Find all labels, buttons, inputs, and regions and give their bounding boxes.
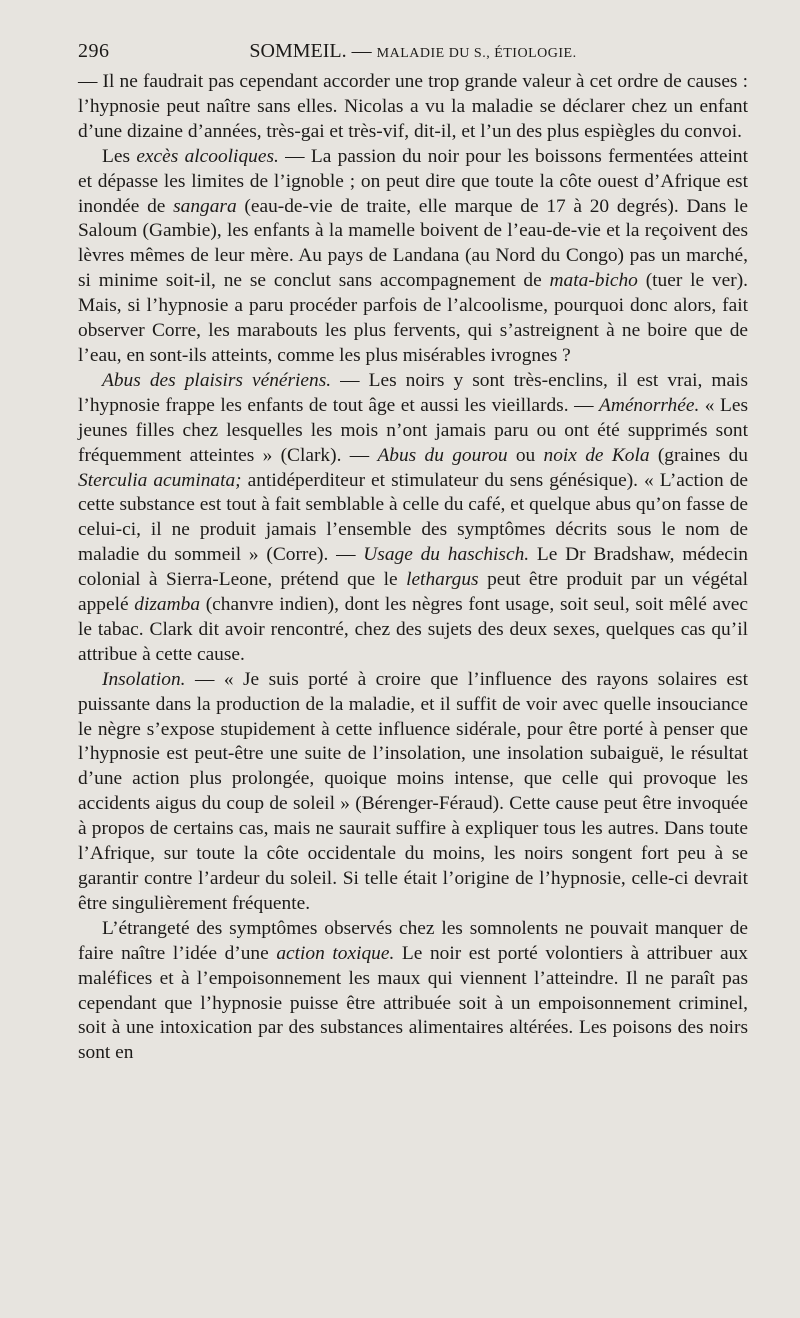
- text-run: — « Je suis porté à croire que l’influence des rayons solaires est puissante dans la production de la maladie, et il suffit de voir avec quelle insouciance le nègre s’expose stupidement à cette influence sidérale, pour être porté à penser que l’hypnosie est peut-être une suite de l’insolation, une insolation subaiguë, le résultat d’une action plus prolongée, quoique moins intense, que celle qui provoque les accidents aigus du coup de soleil » (Bérenger-Féraud). Cette cause peut être invoquée à propos de certains cas, mais ne saurait suffire à expliquer tous les autres. Dans toute l’Afrique, sur toute la côte occidentale du moins, les noirs songent fort peu à se garantir contre l’ardeur du soleil. Si telle était l’origine de l’hypnosie, celle-ci devrait être singulièrement fréquente.: [78, 668, 748, 914]
- italic-run: Sterculia acuminata;: [78, 469, 242, 491]
- italic-run: action toxique.: [276, 942, 395, 964]
- italic-run: Aménorrhée.: [598, 394, 700, 416]
- paragraph: [78, 917, 748, 1066]
- header-subtitle: MALADIE DU S., ÉTIOLOGIE.: [376, 46, 577, 61]
- text-run: (chanvre indien), dont les nègres font usage, soit seul, soit mêlé avec le tabac. Clark dit avoir rencontré, chez des sujets des deux sexes, quelques cas qu’il attribue à cette cause.: [78, 594, 748, 665]
- italic-run: mata-bicho: [549, 270, 638, 292]
- text-run: Les: [102, 145, 137, 167]
- text-run: « Les jeunes filles chez lesquelles les mois n’ont jamais paru ou ont été supprimés sont fréquemment atteintes » (Clark). —: [78, 394, 748, 466]
- running-title: [78, 40, 748, 63]
- italic-run: Abus du gourou: [377, 444, 508, 466]
- header-dash: —: [351, 40, 372, 62]
- italic-run: excès alcooliques.: [136, 145, 279, 167]
- italic-run: sangara: [173, 195, 237, 217]
- text-run: (eau-de-vie de traite, elle marque de 17 à 20 degrés). Dans le Saloum (Gambie), les enfants à la mamelle boivent de l’eau-de-vie et la reçoivent des lèvres mêmes de leur mère. Au pays de Landana (au Nord du Congo) pas un marché, si minime soit-il, ne se conclut sans accompagnement de: [78, 195, 748, 292]
- italic-run: lethargus: [406, 569, 479, 591]
- text-run: (tuer le ver). Mais, si l’hypnosie a paru procéder parfois de l’alcoolisme, pourquoi donc alors, fait observer Corre, les marabouts les plus fervents, qui s’astreignent à ne boire que de l’eau, en sont-ils atteints, comme les plus misérables ivrognes ?: [78, 270, 748, 366]
- running-header: [78, 32, 748, 62]
- italic-run: Usage du haschisch.: [363, 544, 530, 566]
- header-title: SOMMEIL.: [249, 40, 347, 62]
- italic-run: Abus des plaisirs vénériens.: [102, 369, 332, 391]
- paragraph: [78, 668, 748, 917]
- text-run: — Les noirs y sont très-enclins, il est vrai, mais l’hypnosie frappe les enfants de tout âge et aussi les vieillards. —: [78, 369, 748, 416]
- text-run: ou: [507, 444, 544, 466]
- page-number: 296: [78, 40, 110, 62]
- text-run: Le Dr Bradshaw, médecin colonial à Sierra-Leone, prétend que le: [78, 544, 748, 591]
- text-run: antidéperditeur et stimulateur du sens génésique). « L’action de cette substance est tout à fait semblable à celle du café, et quelque abus qu’on fasse de celui-ci, il ne produit jamais l’ensemble des symptômes décrits sous le nom de maladie du sommeil » (Corre). —: [78, 469, 749, 566]
- italic-run: noix de Kola: [543, 444, 650, 466]
- text-run: — La passion du noir pour les boissons fermentées atteint et dépasse les limites de l’ignoble ; on peut dire que toute la côte ouest d’Afrique est inondée de: [78, 145, 748, 217]
- paragraph: [78, 70, 748, 145]
- italic-run: Insolation.: [102, 668, 186, 690]
- italic-run: dizamba: [134, 594, 201, 616]
- text-run: — Il ne faudrait pas cependant accorder une trop grande valeur à cet ordre de causes : l’hypnosie peut naître sans elles. Nicolas a vu la maladie se déclarer chez un enfant d’une dizaine d’années, très-gai et très-vif, dit-il, et l’un des plus espiègles du convoi.: [78, 71, 748, 142]
- text-run: L’étrangeté des symptômes observés chez les somnolents ne pouvait manquer de faire naître l’idée d’une: [78, 917, 748, 964]
- paragraph: [78, 369, 748, 668]
- text-run: peut être produit par un végétal appelé: [78, 569, 748, 616]
- paragraph: [78, 145, 748, 369]
- text-run: Le noir est porté volontiers à attribuer aux maléfices et à l’empoisonnement les maux qui viennent l’atteindre. Il ne paraît pas cependant que l’hypnosie puisse être attribuée soit à un empoisonnement criminel, soit à une intoxication par des substances alimentaires altérées. Les poisons des noirs sont en: [78, 942, 748, 1064]
- body-text: [78, 70, 748, 1066]
- text-run: (graines du: [649, 444, 748, 466]
